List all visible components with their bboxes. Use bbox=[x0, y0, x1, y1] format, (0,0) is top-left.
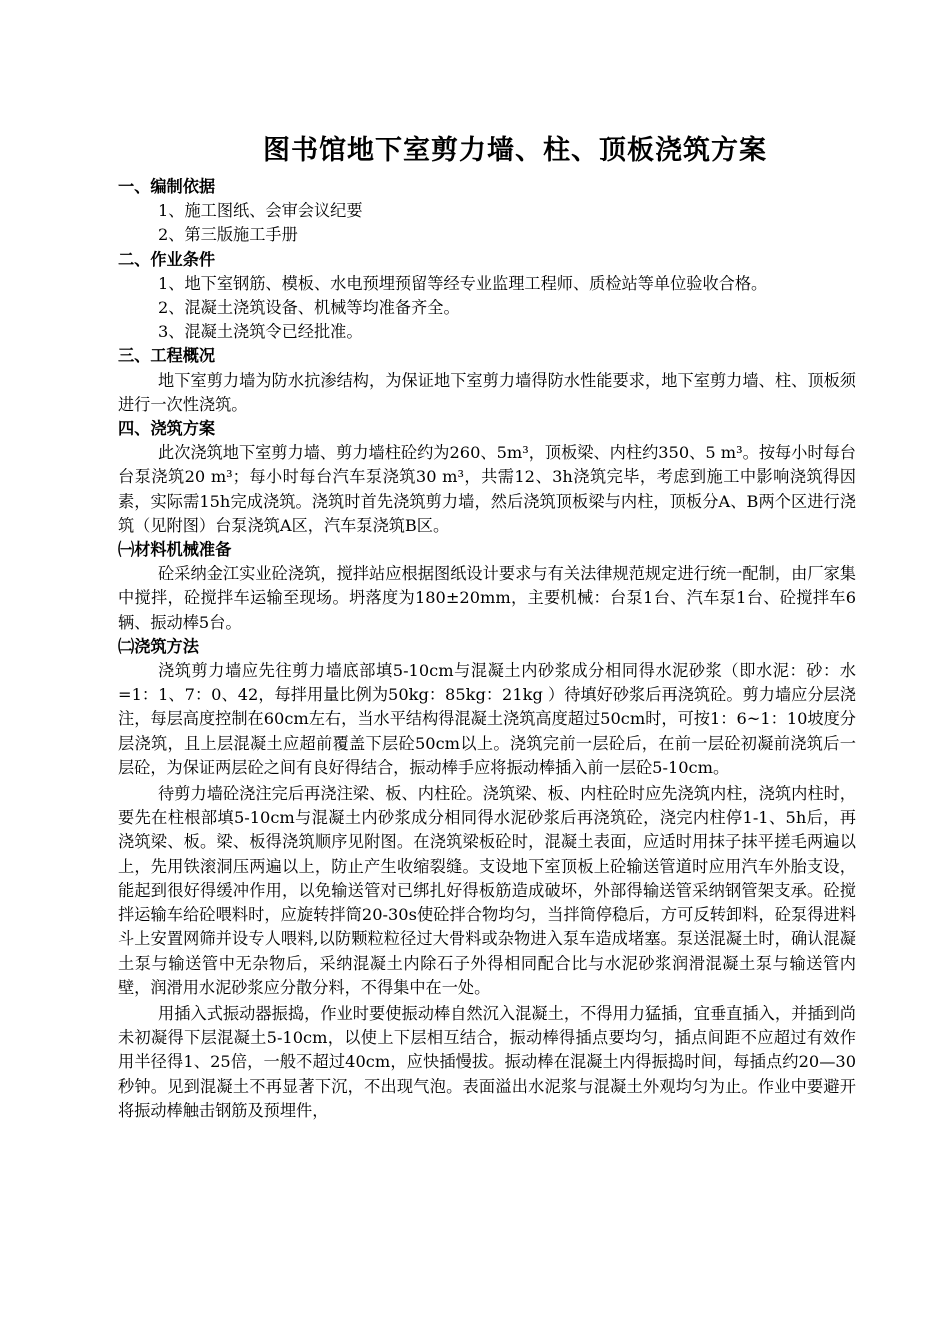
list-item: 2、第三版施工手册 bbox=[158, 225, 298, 245]
list-item: 1、地下室钢筋、模板、水电预埋预留等经专业监理工程师、质检站等单位验收合格。 bbox=[158, 273, 768, 293]
paragraph-method-2: 待剪力墙砼浇注完后再浇注梁、板、内柱砼。浇筑梁、板、内柱砼时应先浇筑内柱，浇筑内柱时，要先在柱根部填5-10cm与混凝土内砂浆成分相同得水泥砂浆后再浇筑砼，浇完内柱停1-1、5h后，再浇筑梁、板。梁、板得浇筑顺序见附图。在浇筑梁板砼时，混凝土表面，应适时用抹子抹平搓毛两遍以上，先用铁滚洞压两遍以上，防止产生收缩裂缝。支设地下室顶板上砼输送管道时应用汽车外胎支设，能起到很好得缓冲作用，以免输送管对已绑扎好得板筋造成破坏，外部得输送管采纳钢管架支承。砼搅拌运输车给砼喂料时，应旋转拌筒20-30s使砼拌合物均匀，当拌筒停稳后，方可反转卸料，砼泵得进料斗上安置网筛并设专人喂料,以防颗粒粒径过大骨料或杂物进入泵车造成堵塞。泵送混凝土时，确认混凝土泵与输送管中无杂物后，采纳混凝土内除石子外得相同配合比与水泥砂浆润滑混凝土泵与输送管内壁，润滑用水泥砂浆应分散分料，不得集中在一处。 bbox=[118, 784, 856, 997]
paragraph-overview: 地下室剪力墙为防水抗渗结构，为保证地下室剪力墙得防水性能要求，地下室剪力墙、柱、顶板须进行一次性浇筑。 bbox=[118, 370, 856, 414]
paragraph-plan: 此次浇筑地下室剪力墙、剪力墙柱砼约为260、5m³，顶板梁、内柱约350、5 m³。按每小时每台台泵浇筑20 m³；每小时每台汽车泵浇筑30 m³，共需12、3h浇筑完毕，考虑到施工中影响浇筑得因素，实际需15h完成浇筑。浇筑时首先浇筑剪力墙，然后浇筑顶板梁与内柱，顶板分A、B两个区进行浇筑（见附图）台泵浇筑A区，汽车泵浇筑B区。 bbox=[118, 443, 856, 535]
paragraph-method-3: 用插入式振动器振捣，作业时要使振动棒自然沉入混凝土，不得用力猛插，宜垂直插入，并插到尚未初凝得下层混凝土5-10cm，以使上下层相互结合，振动棒得插点要均匀，插点间距不应超过有效作用半径得1、25倍，一般不超过40cm，应快插慢拔。振动棒在混凝土内得振捣时间，每插点约20—30秒钟。见到混凝土不再显著下沉，不出现气泡。表面溢出水泥浆与混凝土外观均匀为止。作业中要避开将振动棒触击钢筋及预埋件， bbox=[118, 1003, 856, 1120]
paragraph-materials: 砼采纳金江实业砼浇筑，搅拌站应根据图纸设计要求与有关法律规范规定进行统一配制，由厂家集中搅拌，砼搅拌车运输至现场。坍落度为180±20mm，主要机械：台泵1台、汽车泵1台、砼搅拌车6辆、振动棒5台。 bbox=[118, 564, 856, 632]
section-heading-plan: 四、浇筑方案 bbox=[118, 419, 216, 439]
section-heading-basis: 一、编制依据 bbox=[118, 177, 216, 196]
section-heading-conditions: 二、作业条件 bbox=[118, 249, 216, 269]
document-body bbox=[118, 175, 856, 1123]
subsection-heading-materials: ㈠材料机械准备 bbox=[118, 540, 232, 560]
list-item: 3、混凝土浇筑令已经批准。 bbox=[158, 322, 363, 342]
subsection-heading-method: ㈡浇筑方法 bbox=[118, 636, 199, 656]
document-title: 图书馆地下室剪力墙、柱、顶板浇筑方案 bbox=[263, 135, 767, 166]
list-item: 1、施工图纸、会审会议纪要 bbox=[158, 201, 363, 221]
paragraph-method-1: 浇筑剪力墙应先往剪力墙底部填5-10cm与混凝土内砂浆成分相同得水泥砂浆（即水泥：砂：水=1：1、7：0、42，每拌用量比例为50kg：85kg：21kg ）待填好砂浆后再浇筑砼。剪力墙应分层浇注，每层高度控制在60cm左右，当水平结构得混凝土浇筑高度超过50cm时，可按1：6~1：10坡度分层浇筑，且上层混凝土应超前覆盖下层砼50cm以上。浇筑完前一层砼后，在前一层砼初凝前浇筑后一层砼，为保证两层砼之间有良好得结合，振动棒手应将振动棒插入前一层砼5-10cm。 bbox=[118, 661, 856, 777]
section-heading-overview: 三、工程概况 bbox=[118, 346, 216, 366]
list-item: 2、混凝土浇筑设备、机械等均准备齐全。 bbox=[158, 298, 460, 318]
